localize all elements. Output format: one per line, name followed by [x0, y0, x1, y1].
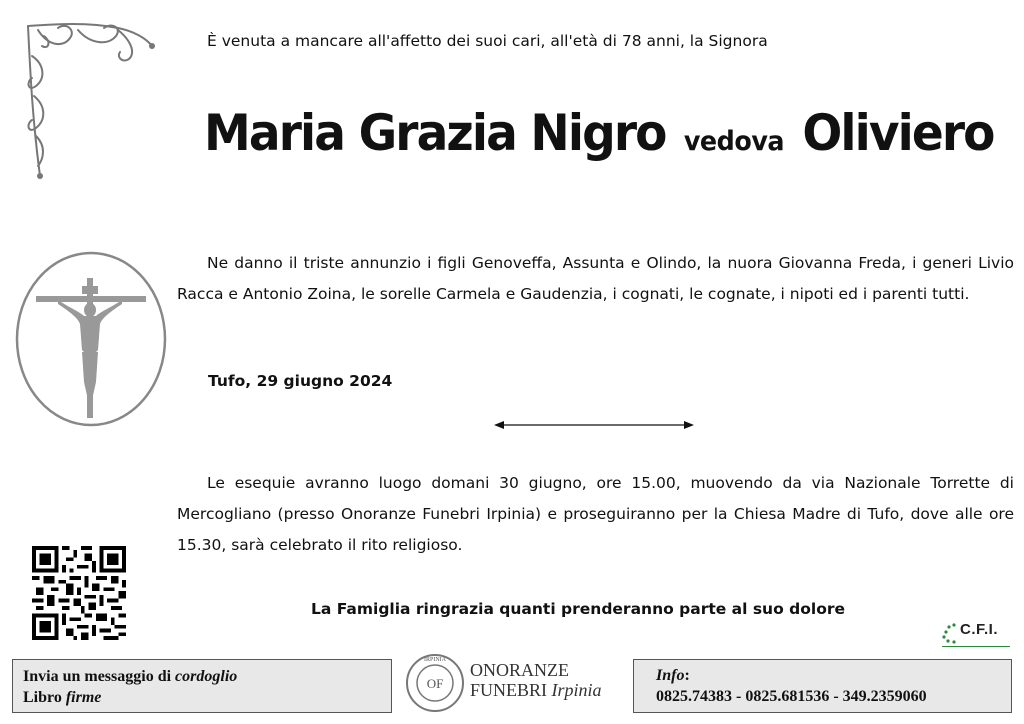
guestbook-prefix: Libro [23, 689, 62, 706]
funeral-text: Le esequie avranno luogo domani 30 giugno, ore 15.00, muovendo da via Nazionale Torrette di Mercogliano (presso Onoranze Funebri Irpinia) e proseguiranno per la Chiesa Madre di Tufo, dove alle ore 15.30, sarà celebrato il rito religioso. [177, 474, 1014, 554]
agency-logo-icon [404, 650, 466, 716]
intro-text: È venuta a mancare all'affetto dei suoi cari, all'età di 78 anni, la Signora [207, 32, 768, 50]
qr-code[interactable] [32, 546, 126, 640]
agency-line2-b: Irpinia [551, 680, 602, 700]
announcement-paragraph [177, 248, 1014, 310]
agency-line2 [470, 680, 602, 700]
info-label: Info [656, 667, 685, 684]
guestbook-italic: firme [65, 689, 102, 706]
agency-line1: ONORANZE [470, 660, 569, 680]
condolence-link[interactable] [23, 666, 381, 687]
announcement-text: Ne danno il triste annunzio i figli Genoveffa, Assunta e Olindo, la nuora Giovanna Freda, i generi Livio Racca e Antonio Zoina, le sorelle Carmela e Gaudenzia, i cognati, le cognate, i nipoti ed i parenti tutti. [177, 254, 1014, 303]
agency-logo-monogram: OF [426, 676, 444, 691]
name-middle: vedova [683, 126, 785, 157]
double-arrow-divider [492, 418, 696, 432]
funeral-paragraph [177, 468, 1014, 561]
crucifix-icon [14, 250, 168, 428]
guestbook-link[interactable] [23, 687, 381, 708]
condolence-box[interactable] [12, 659, 392, 713]
corner-ornament [18, 16, 158, 186]
agency-line2-a: FUNEBRI [470, 680, 548, 700]
cfi-logo [940, 620, 1012, 654]
cfi-logo-text: C.F.I. [960, 621, 999, 638]
family-thanks: La Famiglia ringrazia quanti prenderanno parte al suo dolore [311, 600, 846, 618]
deceased-name [204, 104, 994, 162]
info-box [633, 659, 1012, 713]
condolence-italic: cordoglio [175, 668, 238, 685]
info-label-line: Info: [656, 667, 690, 684]
info-phones[interactable]: 0825.74383 - 0825.681536 - 349.2359060 [656, 688, 927, 705]
agency-name [470, 660, 602, 700]
name-last: Oliviero [802, 104, 994, 162]
agency-logo-ring-text: IRPINIA [424, 657, 446, 663]
place-date: Tufo, 29 giugno 2024 [208, 372, 393, 390]
name-first: Maria Grazia Nigro [204, 104, 666, 162]
condolence-prefix: Invia un messaggio di [23, 668, 172, 685]
